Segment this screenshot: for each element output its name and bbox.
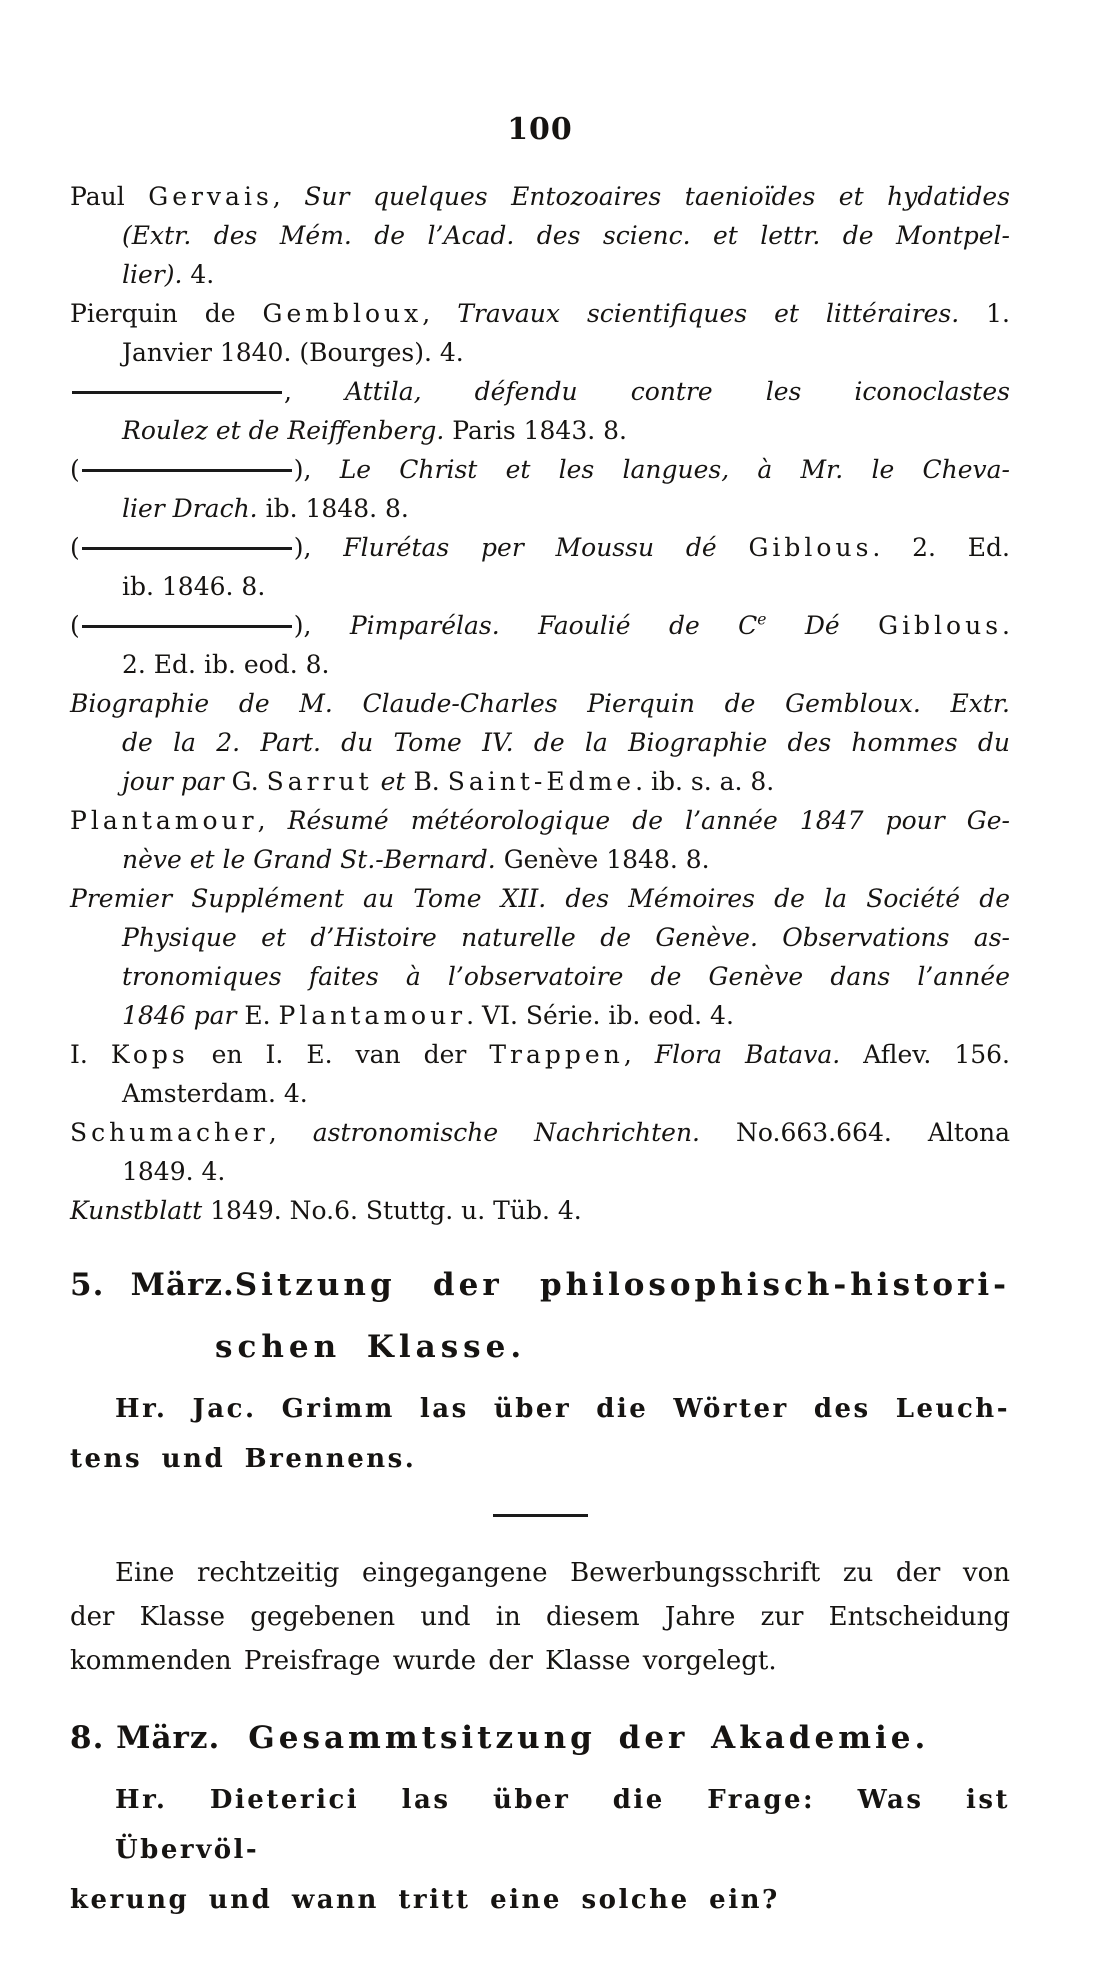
text-segment: astronomische Nachrichten. (312, 1118, 700, 1147)
text-segment: nève et le Grand St.-Bernard. (122, 845, 504, 874)
text-segment: E. (244, 1001, 279, 1030)
entry-line (70, 996, 1010, 1035)
text-segment: Le Christ et les langues, à Mr. le Cheva- (339, 455, 1010, 484)
section-title: Sitzung der philosophisch-histori- (234, 1267, 1010, 1303)
paragraph-line: der Klasse gegebenen und in diesem Jahre zur Entscheidung (70, 1602, 1010, 1632)
section-heading (70, 1713, 1010, 1763)
text-segment: ( (70, 533, 80, 562)
text-segment: Gervais (148, 182, 273, 211)
entry-line (70, 957, 1010, 996)
text-segment: Dé (766, 611, 879, 640)
bibliography-entry (70, 1191, 1010, 1230)
text-segment: Flurétas per Moussu dé (343, 533, 749, 562)
text-segment: 1849. No.6. Stuttg. u. Tüb. 4. (210, 1196, 582, 1225)
text-segment: ib. 1848. 8. (265, 494, 409, 523)
text-segment: Sur quelques Entozoaires taenioïdes et hydatides (304, 182, 1010, 211)
proceedings-sections (70, 1260, 1010, 1925)
entry-line (70, 177, 1010, 216)
text-segment: No.663.664. Altona (700, 1118, 1010, 1147)
text-segment: , (272, 182, 305, 211)
text-segment: 1. (986, 299, 1010, 328)
text-segment: Travaux scientifiques et littéraires. (457, 299, 987, 328)
paragraph (70, 1775, 1010, 1925)
entry-line (70, 801, 1010, 840)
text-segment: G. (231, 767, 267, 796)
page-number: 100 (507, 112, 573, 147)
bibliography-entry (70, 450, 1010, 528)
text-segment: Résumé météorologique de l’année 1847 pour Ge- (287, 806, 1010, 835)
text-segment: Giblous (878, 611, 1003, 640)
entry-line (70, 606, 1010, 645)
text-segment: en I. E. van der (188, 1040, 490, 1069)
section-divider (493, 1514, 588, 1517)
bibliography-entry (70, 606, 1010, 684)
entry-line (70, 1113, 1010, 1152)
bibliography-entry (70, 879, 1010, 1035)
entry-line (70, 255, 1010, 294)
entry-line (70, 918, 1010, 957)
entry-line (70, 1191, 1010, 1230)
text-segment: Janvier 1840. (Bourges). 4. (122, 338, 464, 367)
entry-line (70, 411, 1010, 450)
text-segment: , (268, 1118, 313, 1147)
text-segment: Paris 1843. 8. (452, 416, 627, 445)
text-segment: , (623, 1040, 655, 1069)
bibliography-entry (70, 372, 1010, 450)
text-segment: . 2. Ed. (872, 533, 1010, 562)
author-repeat-dash-icon (82, 625, 292, 628)
text-segment: Giblous (748, 533, 873, 562)
entry-line (70, 567, 1010, 606)
paragraph (70, 1384, 1010, 1484)
text-segment: de la 2. Part. du Tome IV. de la Biographie des hommes du (122, 728, 1010, 757)
entry-line (70, 216, 1010, 255)
section-heading-line (70, 1713, 1010, 1763)
text-segment: Attila, défendu contre les iconoclastes (345, 377, 1010, 406)
text-segment: B. (413, 767, 448, 796)
entry-line (70, 645, 1010, 684)
text-segment: Roulez et de Reiffenberg. (122, 416, 453, 445)
entry-line (70, 1074, 1010, 1113)
text-segment: ), (293, 533, 344, 562)
entry-line (70, 762, 1010, 801)
text-segment: Kops (110, 1040, 189, 1069)
entry-line (70, 684, 1010, 723)
text-segment: Premier Supplément au Tome XII. des Mémoires de la Société de (70, 884, 1010, 913)
author-repeat-dash-icon (72, 391, 282, 394)
text-segment: 1846 par (122, 1001, 245, 1030)
paragraph-line: Hr. Dieterici las über die Frage: Was ist Übervöl- (115, 1785, 1010, 1865)
text-segment: 4. (190, 260, 215, 289)
text-segment: ), (293, 455, 340, 484)
paragraph (70, 1551, 1010, 1683)
text-segment: Physique et d’Histoire naturelle de Genève. Observations as- (122, 923, 1010, 952)
text-segment: Sarrut (266, 767, 373, 796)
text-segment: Kunstblatt (70, 1196, 211, 1225)
text-segment: jour par (122, 767, 232, 796)
bibliography-entry (70, 177, 1010, 294)
author-repeat-dash-icon (82, 469, 292, 472)
text-segment: 1849. 4. (122, 1157, 226, 1186)
bibliography-entry (70, 684, 1010, 801)
paragraph-line: kerung und wann tritt eine solche ein? (70, 1885, 780, 1915)
text-segment: , (257, 806, 288, 835)
text-segment: Pimparélas. Faoulié de C (349, 611, 758, 640)
text-segment: Biographie de M. Claude-Charles Pierquin de Gembloux. Extr. (70, 689, 1010, 718)
text-segment: ( (70, 611, 80, 640)
entry-line (70, 723, 1010, 762)
author-repeat-dash-icon (82, 547, 292, 550)
entry-line (70, 294, 1010, 333)
text-segment: Paul (70, 182, 149, 211)
text-segment: 2. Ed. ib. eod. 8. (122, 650, 330, 679)
section-heading (70, 1260, 1010, 1372)
section-date: 8. März. (70, 1720, 221, 1756)
text-segment: ), (293, 611, 350, 640)
paragraph-line: kommenden Preisfrage wurde der Klasse vorgelegt. (70, 1646, 777, 1676)
text-segment: Schumacher (70, 1118, 269, 1147)
entry-line (70, 372, 1010, 411)
entry-line (70, 450, 1010, 489)
text-segment: Gembloux (262, 299, 423, 328)
text-segment: Aflev. 156. (840, 1040, 1010, 1069)
text-segment: lier Drach. (122, 494, 266, 523)
bibliography-entry (70, 1113, 1010, 1191)
text-segment: Plantamour (278, 1001, 467, 1030)
bibliography-list (70, 177, 1010, 1230)
bibliography-entry (70, 801, 1010, 879)
text-segment: . (1002, 611, 1010, 640)
section-title: Gesammtsitzung der Akademie. (248, 1720, 930, 1756)
text-segment: . ib. s. a. 8. (635, 767, 775, 796)
paragraph-line: Hr. Jac. Grimm las über die Wörter des Leuch- (115, 1394, 1010, 1424)
text-segment: ib. 1846. 8. (122, 572, 266, 601)
text-segment: tronomiques faites à l’observatoire de Genève dans l’année (122, 962, 1010, 991)
bibliography-entry (70, 1035, 1010, 1113)
text-segment: Trappen (489, 1040, 624, 1069)
entry-line (70, 840, 1010, 879)
text-segment: Saint-Edme (447, 767, 636, 796)
paragraph-line: tens und Brennens. (70, 1444, 417, 1474)
entry-line (70, 1035, 1010, 1074)
section-title-line2: schen Klasse. (215, 1329, 527, 1365)
text-segment: Pierquin de (70, 299, 263, 328)
text-segment: lier). (122, 260, 191, 289)
section-heading-line (70, 1260, 1010, 1310)
text-segment: ( (70, 455, 80, 484)
paragraph-line: Eine rechtzeitig eingegangene Bewerbungsschrift zu der von (115, 1558, 1010, 1588)
entry-line (70, 879, 1010, 918)
superscript: e (757, 610, 767, 629)
text-segment: (Extr. des Mém. de l’Acad. des scienc. et lettr. de Montpel- (122, 221, 1010, 250)
text-segment: I. (70, 1040, 111, 1069)
text-segment: Flora Batava. (654, 1040, 841, 1069)
entry-line (70, 1152, 1010, 1191)
section-date: 5. März. (70, 1267, 235, 1303)
text-segment: Amsterdam. 4. (122, 1079, 308, 1108)
text-segment: . VI. Série. ib. eod. 4. (466, 1001, 734, 1030)
entry-line (70, 489, 1010, 528)
text-segment: Genève 1848. 8. (503, 845, 710, 874)
bibliography-entry (70, 528, 1010, 606)
entry-line (70, 333, 1010, 372)
text-segment: Plantamour (70, 806, 258, 835)
bibliography-entry (70, 294, 1010, 372)
entry-line (70, 528, 1010, 567)
text-segment: , (422, 299, 458, 328)
text-segment: , (284, 377, 345, 406)
text-segment: et (372, 767, 414, 796)
